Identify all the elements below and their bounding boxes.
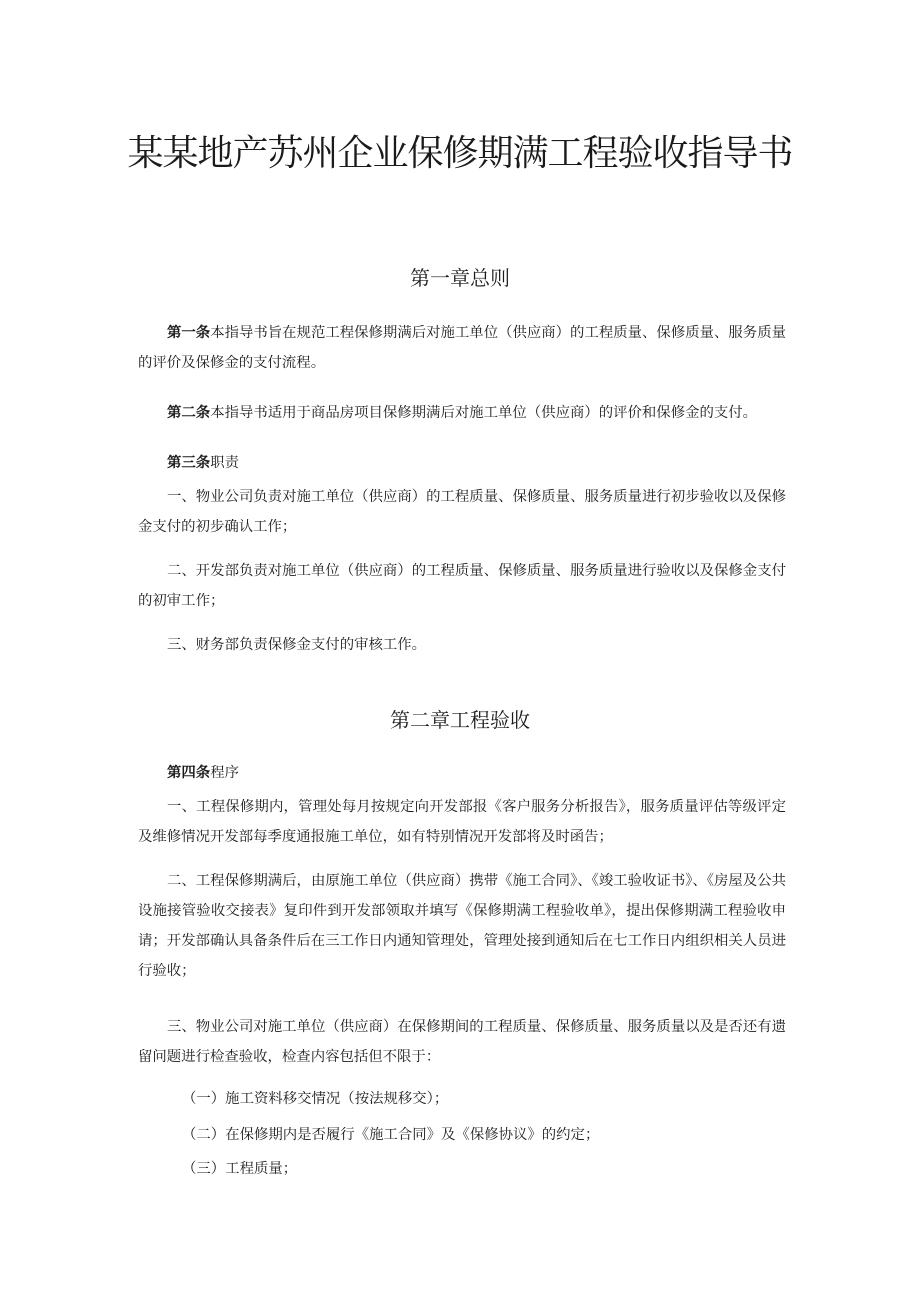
document-title: 某某地产苏州企业保修期满工程验收指导书 [127,133,793,174]
chapter-2-heading: 第二章工程验收 [390,708,530,732]
article-2 [138,398,786,428]
article-1-text: 本指导书旨在规范工程保修期满后对施工单位（供应商）的工程质量、保修质量、服务质量的评价及保修金的支付流程。 [138,325,786,371]
article-3-item-1: 一、物业公司负责对施工单位（供应商）的工程质量、保修质量、服务质量进行初步验收以及保修金支付的初步确认工作； [138,489,786,535]
article-4-item-1: 一、工程保修期内，管理处每月按规定向开发部报《客户服务分析报告》，服务质量评估等级评定及维修情况开发部每季度通报施工单位，如有特别情况开发部将及时函告； [138,799,786,845]
article-1 [138,318,786,378]
article-3-item-3: 三、财务部负责保修金支付的审核工作。 [167,637,427,653]
article-1-label: 第一条 [167,325,211,341]
chapter-1-heading: 第一章总则 [410,266,510,290]
article-3-label: 第三条 [167,455,211,471]
article-4-subitem-1: （一）施工资料移交情况（按法规移交）； [182,1091,449,1107]
article-4-subitem-3: （三）工程质量； [182,1161,298,1177]
article-2-text: 本指导书适用于商品房项目保修期满后对施工单位（供应商）的评价和保修金的支付。 [210,405,758,421]
article-4-item-3: 三、物业公司对施工单位（供应商）在保修期间的工程质量、保修质量、服务质量以及是否还有遗留问题进行检查验收，检查内容包括但不限于： [138,1019,786,1065]
article-4-text: 程序 [210,765,239,781]
article-4-item-2: 二、工程保修期满后，由原施工单位（供应商）携带《施工合同》、《竣工验收证书》、《房屋及公共设施接管验收交接表》复印件到开发部领取并填写《保修期满工程验收单》，提出保修期满工程验收申请；开发部确认具备条件后在三工作日内通知管理处，管理处接到通知后在七工作日内组织相关人员进行验收； [138,873,786,979]
article-2-label: 第二条 [167,405,211,421]
article-3-item-2: 二、开发部负责对施工单位（供应商）的工程质量、保修质量、服务质量进行验收以及保修金支付的初审工作； [138,563,786,609]
article-4-subitem-2: （二）在保修期内是否履行《施工合同》及《保修协议》的约定； [182,1127,600,1143]
article-4 [138,758,786,788]
article-3-text: 职责 [210,455,239,471]
article-3 [138,448,786,478]
article-4-label: 第四条 [167,765,211,781]
